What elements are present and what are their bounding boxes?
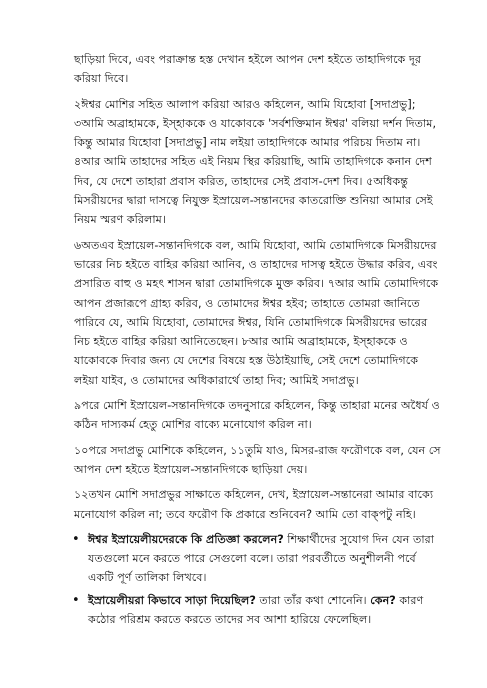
list-item — [74, 530, 441, 588]
paragraph-verse-9: ৯পরে মোশি ইস্রায়েল-সন্তানদিগকে তদনুসারে কহিলেন, কিন্তু তাহারা মনের অধৈর্য ও কঠিন দাস্যকর্ম হেতু মোশির বাক্যে মনোযোগ করিল না। — [74, 399, 440, 432]
followup-answer-text: কারণ কঠোর পরিশ্রম করতে করতে তাদের সব আশা হারিয়ে ফেলেছিল। — [88, 593, 424, 627]
list-item — [74, 591, 441, 630]
paragraph-continuation: ছাড়িয়া দিবে, এবং পরাক্রান্ত হস্ত দেখান হইলে আপন দেশ হইতে তাহাদিগকে দূর করিয়া দিবে। — [74, 53, 421, 86]
question-text: ঈশ্বর ইস্রায়েলীয়দেরকে কি প্রতিজ্ঞা করলেন? — [88, 532, 284, 546]
discussion-questions-list — [74, 530, 441, 629]
question-text: ইস্রায়েলীয়রা কিভাবে সাড়া দিয়েছিল? — [88, 593, 256, 607]
paragraph-verse-12: ১২তখন মোশি সদাপ্রভুর সাক্ষাতে কহিলেন, দেখ, ইস্রায়েল-সন্তানেরা আমার বাক্যে মনোযোগ করিল না; তবে ফরৌণ কি প্রকারে শুনিবেন? আমি তো বাক্পটু নহি। — [74, 488, 434, 521]
bullet-icon: • — [72, 592, 80, 608]
bullet-icon: • — [72, 531, 80, 547]
paragraph-verses-2-5: ২ঈশ্বর মোশির সহিত আলাপ করিয়া আরও কহিলেন, আমি যিহোবা [সদাপ্রভু]; ৩আমি অব্রাহামকে, ইস্‌হাককে ও যাকোবকে 'সর্বশক্তিমান ঈশ্বর' বলিয়া দর্শন দিতাম, কিন্তু আমার যিহোবা [সদাপ্রভু] নাম লইয়া তাহাদিগকে আমার পরিচয় দিতাম না। ৪আর আমি তাহাদের সহিত এই নিয়ম স্থির করিয়াছি, আমি তাহাদিগকে কনান দেশ দিব, যে দেশে তাহারা প্রবাস করিত, তাহাদের সেই প্রবাস-দেশ দিব। ৫অধিকন্তু মিসরীয়দের দ্বারা দাসত্বে নিযুক্ত ইস্রায়েল-সন্তানদের কাতরোক্তি শুনিয়া আমার সেই নিয়ম স্মরণ করিলাম। — [74, 97, 437, 227]
paragraph-verses-10-11: ১০পরে সদাপ্রভু মোশিকে কহিলেন, ১১তুমি যাও, মিসর-রাজ ফরৌণকে বল, যেন সে আপন দেশ হইতে ইস্রায়েল-সন্তানদিগকে ছাড়িয়া দেয়। — [74, 443, 441, 476]
followup-question-text: কেন? — [370, 593, 396, 607]
answer-text: তারা তাঁর কথা শোনেনি। — [255, 593, 371, 607]
answer-text: শিক্ষার্থীদের সুযোগ দিন যেন তারা যতগুলো মনে করতে পারে সেগুলো বলে। তারা পরবর্তীতে অনুশীলনী পর্বে একটি পূর্ণ তালিকা লিখবে। — [88, 532, 434, 585]
paragraph-verses-6-8: ৬অতএব ইস্রায়েল-সন্তানদিগকে বল, আমি যিহোবা, আমি তোমাদিগকে মিসরীয়দের ভারের নিচ হইতে বাহির করিয়া আনিব, ও তাহাদের দাসত্ব হইতে উদ্ধার করিব, এবং প্রসারিত বাহু ও মহৎ শাসন দ্বারা তোমাদিগকে মুক্ত করিব। ৭আর আমি তোমাদিগকে আপন প্রজারূপে গ্রাহ্য করিব, ও তোমাদের ঈশ্বর হইব; তাহাতে তোমরা জানিতে পারিবে যে, আমি যিহোবা, তোমাদের ঈশ্বর, যিনি তোমাদিগকে মিসরীয়দের ভারের নিচ হইতে বাহির করিয়া আনিতেছেন। ৮আর আমি অব্রাহামকে, ইস্‌হাককে ও যাকোবকে দিবার জন্য যে দেশের বিষয়ে হস্ত উঠাইয়াছি, সেই দেশে তোমাদিগকে লইয়া যাইব, ও তোমাদের অধিকারার্থে তাহা দিব; আমিই সদাপ্রভু। — [74, 238, 439, 387]
